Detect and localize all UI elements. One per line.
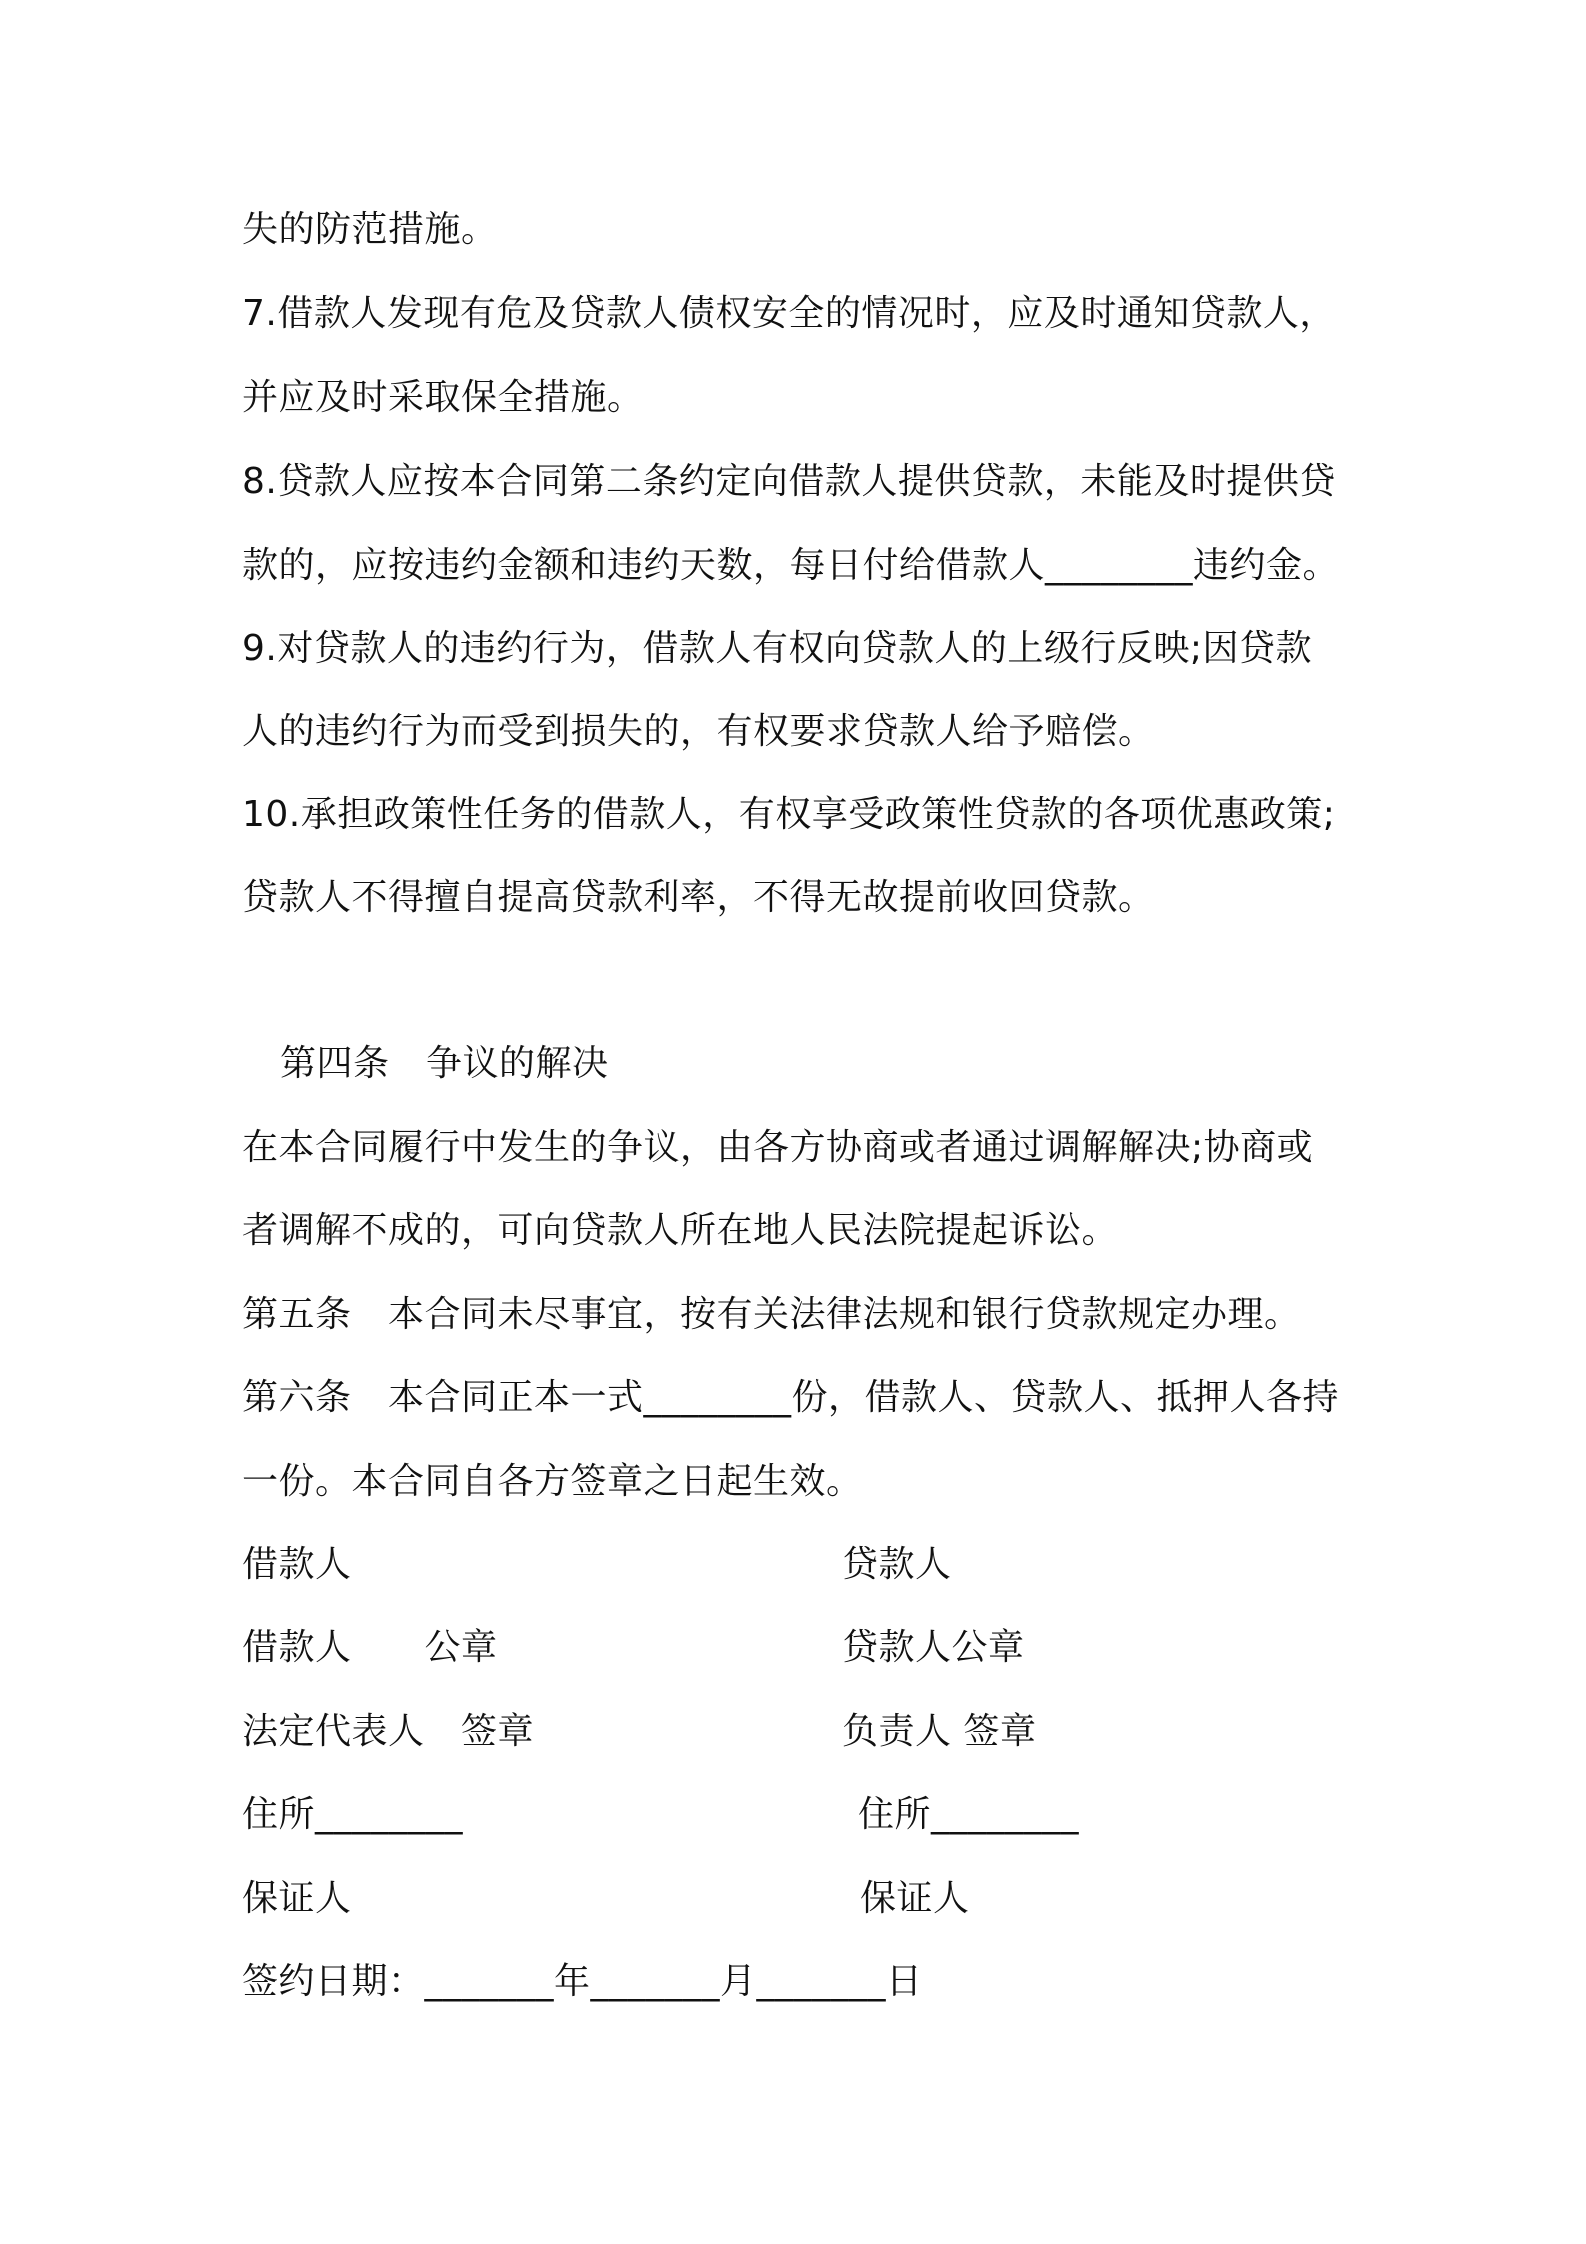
signature-right: 保证人: [860, 1878, 970, 1919]
paragraph-line: 在本合同履行中发生的争议，由各方协商或者通过调解解决;协商或: [242, 1127, 1314, 1168]
date-line: 签约日期：_______年_______月_______日: [242, 1961, 923, 2002]
paragraph-line: 7.借款人发现有危及贷款人债权安全的情况时，应及时通知贷款人，: [242, 293, 1336, 334]
section-heading: 第四条 争议的解决: [280, 1043, 609, 1084]
paragraph-line: 10.承担政策性任务的借款人，有权享受政策性贷款的各项优惠政策;: [242, 794, 1336, 835]
paragraph-line: 者调解不成的，可向贷款人所在地人民法院提起诉讼。: [242, 1210, 1119, 1251]
signature-left: 住所________: [242, 1794, 464, 1835]
paragraph-line: 失的防范措施。: [242, 209, 498, 250]
signature-left: 保证人: [242, 1878, 352, 1919]
section-line: 第五条 本合同未尽事宜，按有关法律法规和银行贷款规定办理。: [242, 1294, 1301, 1335]
section-line: 第六条 本合同正本一式________份，借款人、贷款人、抵押人各持: [242, 1377, 1340, 1418]
paragraph-line: 并应及时采取保全措施。: [242, 377, 644, 418]
signature-right: 负责人 签章: [842, 1711, 1037, 1752]
signature-left: 借款人: [242, 1544, 352, 1585]
paragraph-line: 人的违约行为而受到损失的，有权要求贷款人给予赔偿。: [242, 711, 1155, 752]
paragraph-line: 9.对贷款人的违约行为，借款人有权向贷款人的上级行反映;因贷款: [242, 628, 1312, 669]
paragraph-line: 贷款人不得擅自提高贷款利率，不得无故提前收回贷款。: [242, 877, 1155, 918]
section-line: 一份。本合同自各方签章之日起生效。: [242, 1461, 863, 1502]
paragraph-line: 8.贷款人应按本合同第二条约定向借款人提供贷款，未能及时提供贷: [242, 461, 1336, 502]
signature-right: 贷款人公章: [842, 1627, 1025, 1668]
signature-right: 贷款人: [842, 1544, 952, 1585]
signature-left: 借款人 公章: [242, 1627, 498, 1668]
signature-left: 法定代表人 签章: [242, 1711, 535, 1752]
signature-right: 住所________: [858, 1794, 1080, 1835]
paragraph-line: 款的，应按违约金额和违约天数，每日付给借款人________违约金。: [242, 545, 1340, 586]
